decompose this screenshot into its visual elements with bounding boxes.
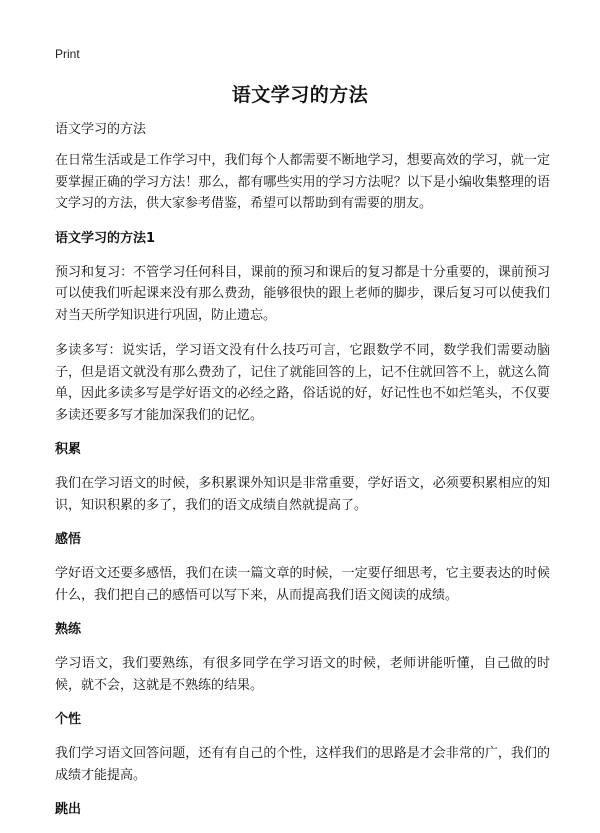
article-body xyxy=(55,120,550,833)
section-heading-insight: 感悟 xyxy=(55,532,82,547)
section-heading-individuality: 个性 xyxy=(55,712,82,727)
print-link[interactable]: Print xyxy=(55,47,80,61)
section-heading-method-1: 语文学习的方法1 xyxy=(55,230,156,246)
paragraph-individuality: 我们学习语文回答问题，还有有自己的个性，这样我们的思路是才会非常的广，我们的成绩才能提高。 xyxy=(55,746,550,783)
paragraph-insight: 学好语文还要多感悟，我们在读一篇文章的时候，一定要仔细思考，它主要表达的时候什么，我们把自己的感悟可以写下来，从而提高我们语文阅读的成绩。 xyxy=(55,566,550,603)
paragraph-proficiency: 学习语文，我们要熟练，有很多同学在学习语文的时候，老师讲能听懂，自己做的时候，就不会，这就是不熟练的结果。 xyxy=(55,656,550,693)
page-title: 语文学习的方法 xyxy=(231,84,369,106)
paragraph-accumulate: 我们在学习语文的时候，多积累课外知识是非常重要，学好语文，必须要积累相应的知识，知识积累的多了，我们的语文成绩自然就提高了。 xyxy=(55,476,550,513)
paragraph-read-write: 多读多写：说实话，学习语文没有什么技巧可言，它跟数学不同，数学我们需要动脑子，但是语文就没有那么费劲了，记住了就能回答的上，记不住就回答不上，就这么简单，因此多读多写是学好语文的必经之路，俗话说的好，好记性也不如烂笔头，不仅要多读还要多写才能加深我们的记忆。 xyxy=(55,343,550,423)
section-heading-accumulate: 积累 xyxy=(55,442,82,457)
intro-paragraph: 在日常生活或是工作学习中，我们每个人都需要不断地学习，想要高效的学习，就一定要掌握正确的学习方法！那么，都有哪些实用的学习方法呢？以下是小编收集整理的语文学习的方法，供大家参考借鉴，希望可以帮助到有需要的朋友。 xyxy=(55,153,550,211)
section-heading-step-out: 跳出 xyxy=(55,802,82,817)
section-heading-proficiency: 熟练 xyxy=(55,622,82,637)
article-subtitle: 语文学习的方法 xyxy=(55,122,147,137)
paragraph-preview-review: 预习和复习：不管学习任何科目，课前的预习和课后的复习都是十分重要的，课前预习可以使我们听起课来没有那么费劲，能够很快的跟上老师的脚步，课后复习可以使我们对当天所学知识进行巩固，防止遗忘。 xyxy=(55,264,550,323)
